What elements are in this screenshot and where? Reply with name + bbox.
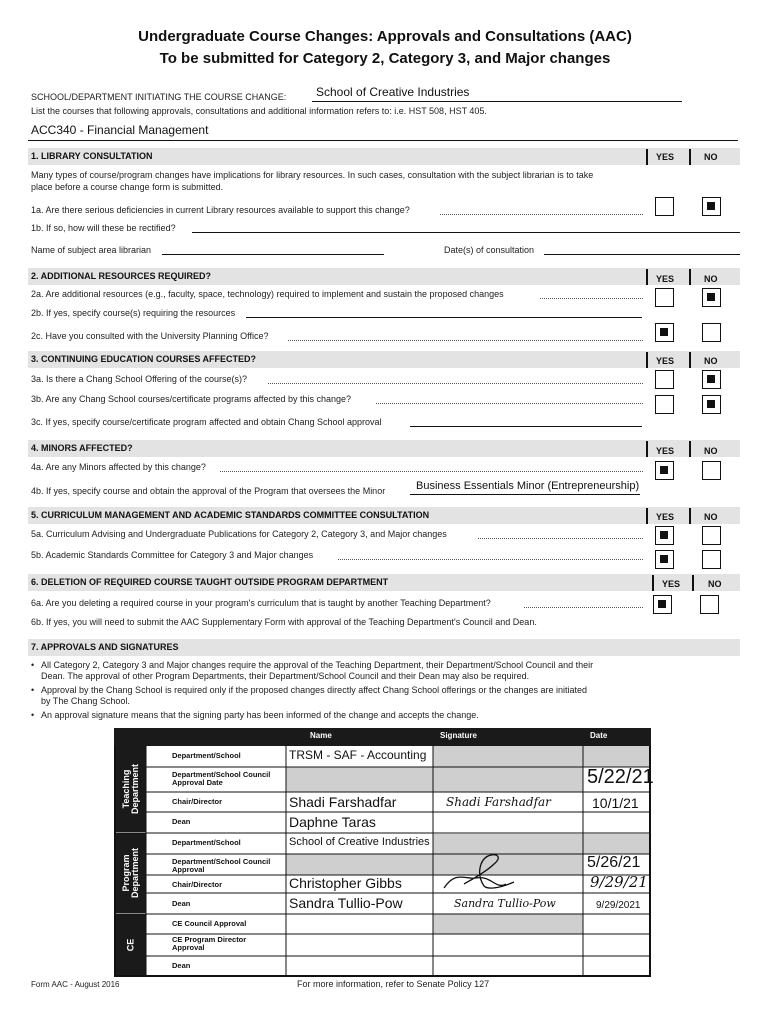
q4a-text: 4a. Are any Minors affected by this change? [31,462,206,472]
p-dept-value[interactable]: School of Creative Industries [289,836,430,848]
p-chair-date[interactable]: 9/29/21 [590,873,648,891]
bullet1-line1: All Category 2, Category 3 and Major changes require the approval of the Teaching Department, their Department/School Council and their [41,660,594,670]
bullet2-line1: Approval by the Chang School is required only if the proposed changes directly affect Chang School offerings or the changes are initiated [41,685,588,695]
q4b-value[interactable]: Business Essentials Minor (Entrepreneurship) [416,480,640,492]
section5-yes-label: YES [656,512,675,522]
section6-title: 6. DELETION OF REQUIRED COURSE TAUGHT OUTSIDE PROGRAM DEPARTMENT [31,577,389,587]
section1-no-label: NO [704,152,718,162]
p-dean-name[interactable]: Sandra Tullio-Pow [289,895,403,911]
p-council-date[interactable]: 5/26/21 [587,854,641,871]
section3-yes-label: YES [656,356,675,366]
section1-desc2: place before a course change form is submitted. [31,182,224,192]
q2a-text: 2a. Are additional resources (e.g., faculty, space, technology) required to implement and sustain the proposed changes [31,289,504,299]
form-title-line1: Undergraduate Course Changes: Approvals and Consultations (AAC) [138,28,632,45]
section5-title: 5. CURRICULUM MANAGEMENT AND ACADEMIC STANDARDS COMMITTEE CONSULTATION [31,510,430,520]
section6-yes-label: YES [662,579,681,589]
list-instruction: List the courses that following approvals, consultations and additional information refers to: i.e. HST 508, HST 405. [31,106,487,116]
section1-yes-label: YES [656,152,675,162]
section4-no-label: NO [704,446,718,456]
section3-no-label: NO [704,356,718,366]
dept-value[interactable]: School of Creative Industries [316,85,470,99]
form-title-line2: To be submitted for Category 2, Category 3, and Major changes [159,50,611,67]
p-dean-date[interactable]: 9/29/2021 [596,900,641,911]
q1b-text: 1b. If so, how will these be rectified? [31,223,176,233]
ce-director-label: CE Program Director Approval [172,935,247,952]
q6b-text: 6b. If yes, you will need to submit the AAC Supplementary Form with approval of the Teaching Department's Council and Dean. [31,617,537,627]
p-chair-label: Chair/Director [172,880,223,889]
form-id: Form AAC - August 2016 [31,980,120,989]
group-program: Program Department [116,833,146,913]
t-chair-signature: Shadi Farshadfar [446,795,551,809]
t-dept-value[interactable]: TRSM - SAF - Accounting [289,748,427,762]
ce-dean-label: Dean [172,961,191,970]
q5b-text: 5b. Academic Standards Committee for Category 3 and Major changes [31,550,314,560]
group-ce: CE [116,914,146,975]
t-dept-label: Department/School [172,751,241,760]
section2-title: 2. ADDITIONAL RESOURCES REQUIRED? [31,271,212,281]
section3-title: 3. CONTINUING EDUCATION COURSES AFFECTED? [31,354,257,364]
section6-no-label: NO [708,579,722,589]
q4b-text: 4b. If yes, specify course and obtain the approval of the Program that oversees the Minor [31,486,386,496]
t-council-date[interactable]: 5/22/21 [587,766,654,788]
t-council-label: Department/School Council Approval Date [172,770,271,787]
footer-info: For more information, refer to Senate Policy 127 [297,979,490,989]
p-chair-signature [436,850,546,900]
p-dean-label: Dean [172,899,191,908]
q3c-text: 3c. If yes, specify course/certificate program affected and obtain Chang School approval [31,417,382,427]
q6a-text: 6a. Are you deleting a required course in your program's curriculum that is taught by another Teaching Department? [31,598,491,608]
q5a-text: 5a. Curriculum Advising and Undergraduate Publications for Category 2, Category 3, and Major changes [31,529,447,539]
section7-title: 7. APPROVALS AND SIGNATURES [31,642,179,652]
q2b-text: 2b. If yes, specify course(s) requiring the resources [31,308,236,318]
col-name: Name [310,731,332,740]
section1-desc1: Many types of course/program changes have implications for library resources. In such cases, consultation with the subject librarian is to take [31,170,594,180]
col-signature: Signature [440,731,477,740]
t-chair-label: Chair/Director [172,797,223,806]
course-value[interactable]: ACC340 - Financial Management [31,123,209,137]
p-dean-signature: Sandra Tullio-Pow [454,897,556,910]
section1-title: 1. LIBRARY CONSULTATION [31,151,153,161]
t-dean-name[interactable]: Daphne Taras [289,814,376,830]
group-teaching: Teaching Department [116,746,146,832]
ce-council-label: CE Council Approval [172,919,247,928]
bullet3: An approval signature means that the signing party has been informed of the change and accepts the change. [41,710,479,720]
librarian-label: Name of subject area librarian [31,245,152,255]
p-dept-label: Department/School [172,838,241,847]
section2-no-label: NO [704,274,718,284]
t-dean-label: Dean [172,817,191,826]
q3a-text: 3a. Is there a Chang School Offering of the course(s)? [31,374,247,384]
dept-label: SCHOOL/DEPARTMENT INITIATING THE COURSE CHANGE: [31,92,287,102]
section4-yes-label: YES [656,446,675,456]
t-chair-date[interactable]: 10/1/21 [592,795,639,811]
col-date: Date [590,731,608,740]
section4-title: 4. MINORS AFFECTED? [31,443,133,453]
q3b-text: 3b. Are any Chang School courses/certificate programs affected by this change? [31,394,352,404]
section2-yes-label: YES [656,274,675,284]
p-council-label: Department/School Council Approval [172,857,271,874]
t-chair-name[interactable]: Shadi Farshadfar [289,794,397,810]
bullet2-line2: by The Chang School. [41,696,130,706]
q1a-text: 1a. Are there serious deficiencies in current Library resources available to support this change? [31,205,410,215]
consult-date-label: Date(s) of consultation [444,245,535,255]
q2c-text: 2c. Have you consulted with the University Planning Office? [31,331,269,341]
bullet1-line2: Dean. The approval of other Program Departments, their Department/School Council and their Dean may also be required. [41,671,530,681]
section5-no-label: NO [704,512,718,522]
p-chair-name[interactable]: Christopher Gibbs [289,875,402,891]
